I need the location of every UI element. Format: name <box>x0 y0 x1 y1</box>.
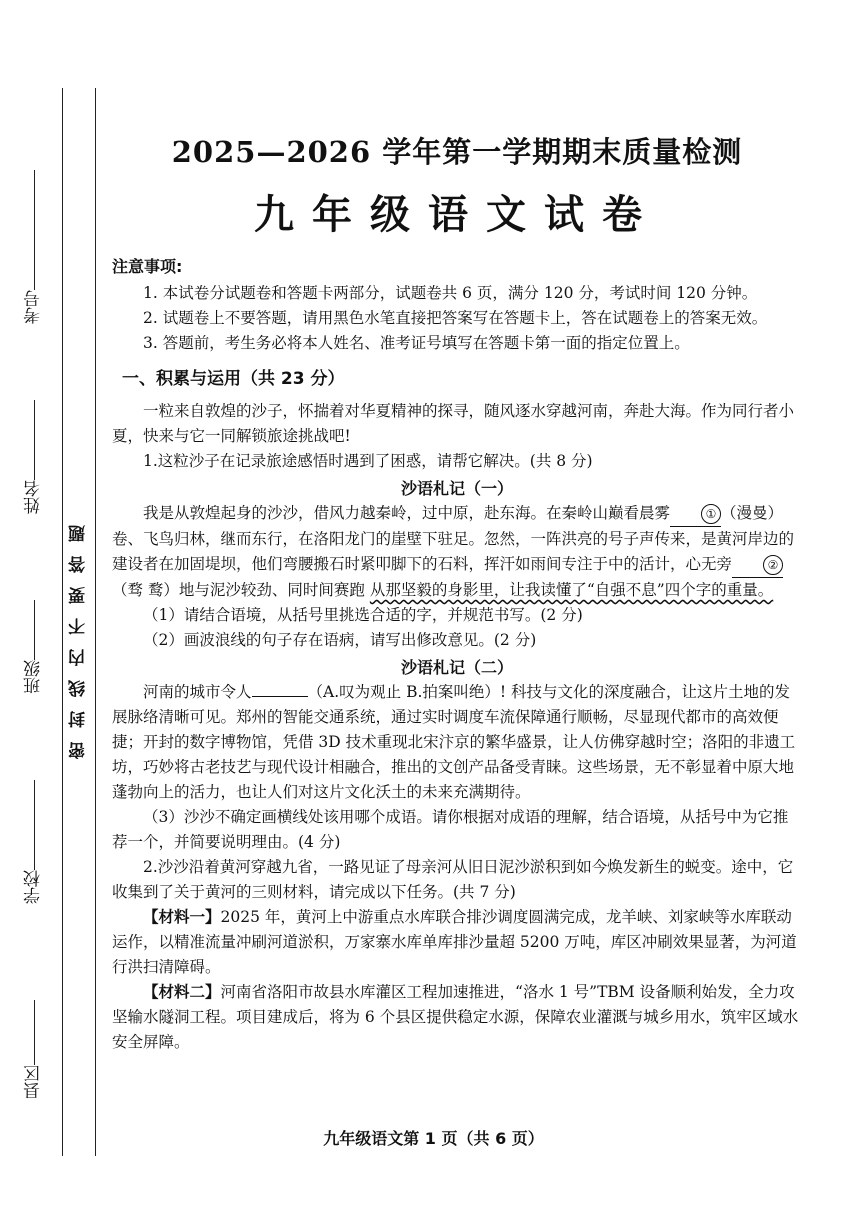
note-2-title: 沙语札记（二） <box>400 658 513 677</box>
exam-number-label: 考号 <box>24 290 44 324</box>
name-label: 姓名 <box>24 480 44 514</box>
idiom-blank <box>252 696 308 697</box>
material-1-tag: 【材料一】 <box>143 908 221 926</box>
blank-1-mark: ① <box>701 504 721 524</box>
notice-item: 2. 试题卷上不要答题，请用黑色水笔直接把答案写在答题卡上，答在试题卷上的答案无效。 <box>143 309 768 327</box>
notice-block <box>112 254 802 356</box>
name-field <box>14 400 54 514</box>
question-2: 2.沙沙沿着黄河穿越九省，一路见证了母亲河从旧日泥沙淤积到如今焕发新生的蜕变。途中，它收集到了关于黄河的三则材料，请完成以下任务。(共 7 分) <box>112 858 794 901</box>
exam-content <box>112 130 802 1055</box>
material-1 <box>112 905 802 980</box>
note-2-part-a: 河南的城市令人 <box>143 683 252 701</box>
school-line <box>34 780 35 870</box>
material-2-text: 河南省洛阳市故县水库灌区工程加速推进，“洛水 1 号”TBM 设备顺利始发，全力攻坚输水隧洞工程。项目建成后，将为 6 个县区提供稳定水源，保障农业灌溉与城乡用水，筑牢区域水安全屏障。 <box>112 983 799 1051</box>
note-1-part-c: （骛 鹜）地与泥沙较劲、同时间赛跑 <box>112 581 365 599</box>
section-heading: 一、积累与运用（共 23 分） <box>122 369 345 389</box>
school-field <box>14 780 54 904</box>
exam-number-line <box>34 170 35 290</box>
material-2-tag: 【材料二】 <box>143 983 221 1001</box>
exam-number-field <box>14 170 54 324</box>
blank-2 <box>732 552 783 578</box>
class-label: 班级 <box>24 660 44 694</box>
school-label: 学校 <box>24 870 44 904</box>
county-label: 县区 <box>24 1065 44 1099</box>
notice-heading: 注意事项: <box>112 257 183 276</box>
note-1-title: 沙语札记（一） <box>400 479 513 498</box>
material-1-text: 2025 年，黄河上中游重点水库联合排沙调度圆满完成，龙羊峡、刘家峡等水库联动运作，以精准流量冲刷河道淤积，万家寨水库单库排沙量超 5200 万吨，库区冲刷效果显著，为河道行洪扫清障碍。 <box>112 908 797 976</box>
county-field <box>14 1000 54 1099</box>
notice-item: 1. 本试卷分试题卷和答题卡两部分，试题卷共 6 页，满分 120 分，考试时间 120 分钟。 <box>143 284 758 302</box>
exam-title: 2025—2026 学年第一学期期末质量检测 <box>171 135 743 169</box>
note-1-text <box>112 501 802 603</box>
binding-line-outer <box>62 88 63 1156</box>
seal-notice: 密封线内不要答题 <box>69 511 89 759</box>
class-field <box>14 600 54 694</box>
notice-item: 3. 答题前，考生务必将本人姓名、准考证号填写在答题卡第一面的指定位置上。 <box>143 334 690 352</box>
wavy-sentence: 从那坚毅的身影里，让我读懂了“自强不息”四个字的重量。 <box>369 581 774 599</box>
sub-question-2: （2）画波浪线的句子存在语病，请写出修改意见。(2 分) <box>143 631 537 649</box>
note-2-part-b: （A.叹为观止 B.拍案叫绝）! 科技与文化的深度融合，让这片土地的发展脉络清晰可见。郑州的智能交通系统，通过实时调度车流保障通行顺畅，尽显现代都市的高效便捷；开封的数字博物馆，凭借 3D 技术重现北宋汴京的繁华盛景，让人仿佛穿越时空；洛阳的非遗工坊，巧妙将古老技艺与现代设计相融合，推出的文创产品备受青睐。这些场景，无不彰显着中原大地蓬勃向上的活力，也让人们对这片文化沃土的未来充满期待。 <box>112 683 796 801</box>
material-2 <box>112 980 802 1055</box>
sub-question-1: （1）请结合语境，从括号里挑选合适的字，并规范书写。(2 分) <box>143 606 583 624</box>
exam-subtitle: 九年级语文试卷 <box>254 191 660 238</box>
note-2-text <box>112 680 802 805</box>
question-1: 1.这粒沙子在记录旅途感悟时遇到了困惑，请帮它解决。(共 8 分) <box>143 452 593 470</box>
note-1-part-a: 我是从敦煌起身的沙沙，借风力越秦岭，过中原，赴东海。在秦岭山巅看晨雾 <box>143 504 671 522</box>
binding-line-inner <box>95 88 96 1156</box>
section-intro: 一粒来自敦煌的沙子，怀揣着对华夏精神的探寻，随风逐水穿越河南，奔赴大海。作为同行者小夏，快来与它一同解锁旅途挑战吧! <box>112 402 795 445</box>
county-line <box>34 1000 35 1065</box>
note-1-part-b: （漫曼）卷、飞鸟归林，继而东行，在洛阳龙门的崖壁下驻足。忽然，一阵洪亮的号子声传来，是黄河岸边的建设者在加固堤坝，他们弯腰搬石时紧叩脚下的石料，挥汗如雨间专注于中的活计，心无旁 <box>112 504 795 573</box>
class-line <box>34 600 35 660</box>
name-line <box>34 400 35 480</box>
blank-2-mark: ② <box>763 555 783 575</box>
page-footer: 九年级语文第 1 页（共 6 页） <box>323 1129 544 1148</box>
sub-question-3: （3）沙沙不确定画横线处该用哪个成语。请你根据对成语的理解，结合语境，从括号中为它推荐一个，并简要说明理由。(4 分) <box>112 808 789 851</box>
blank-1 <box>670 501 721 527</box>
